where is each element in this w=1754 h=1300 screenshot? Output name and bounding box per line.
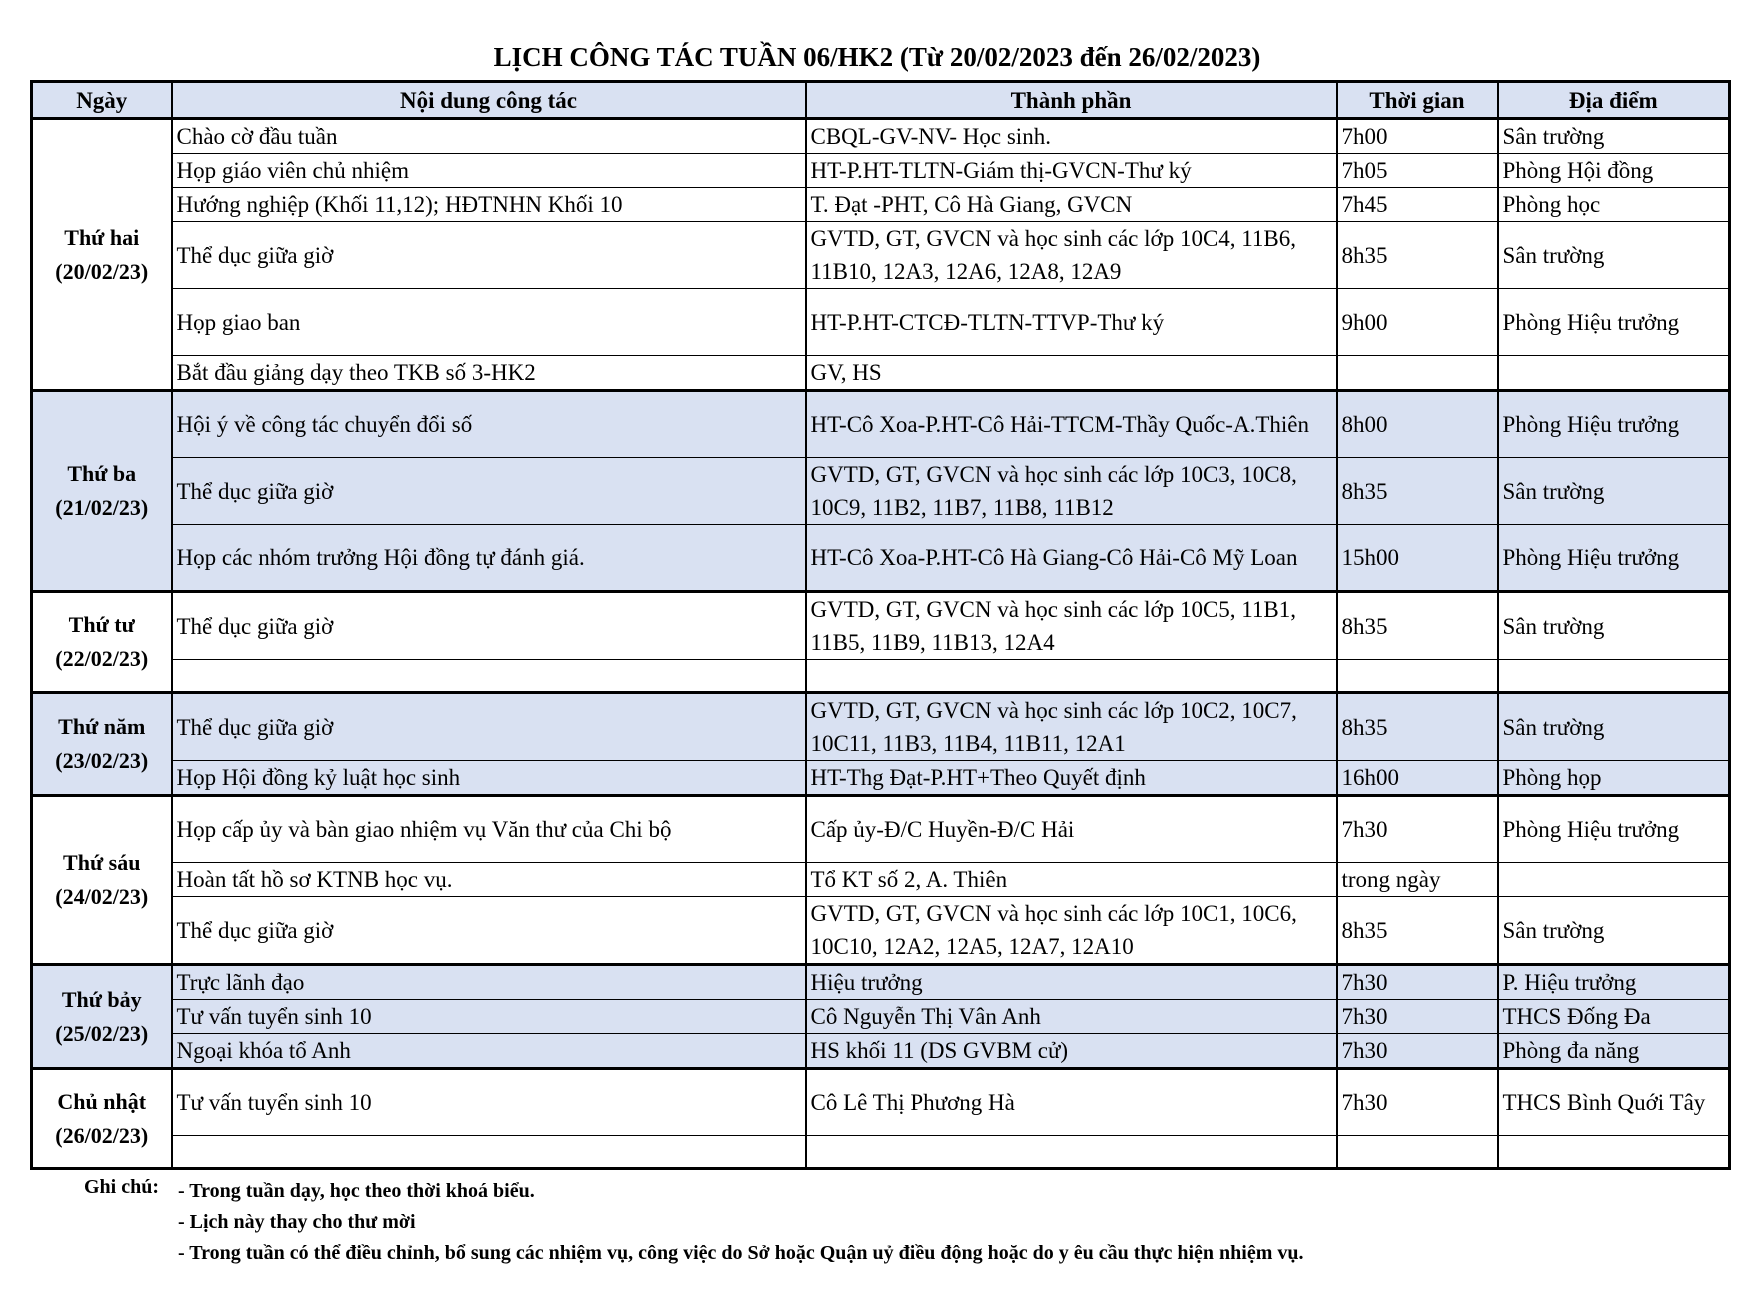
time-cell: 7h30	[1337, 1034, 1498, 1069]
place-cell	[1498, 1136, 1730, 1169]
place-cell: Phòng họp	[1498, 761, 1730, 796]
time-cell: 8h35	[1337, 458, 1498, 525]
day-date: (23/02/23)	[55, 748, 149, 773]
header-content: Nội dung công tác	[172, 82, 806, 119]
content-cell: Ngoại khóa tổ Anh	[172, 1034, 806, 1069]
note-item: - Trong tuần dạy, học theo thời khoá biểu.	[178, 1180, 535, 1202]
place-cell: Sân trường	[1498, 693, 1730, 761]
time-cell: 15h00	[1337, 525, 1498, 592]
day-group	[32, 592, 1730, 693]
members-cell: GVTD, GT, GVCN và học sinh các lớp 10C2, 10C7, 10C11, 11B3, 11B4, 11B11, 12A1	[806, 693, 1337, 761]
table-row	[32, 1000, 1730, 1034]
time-cell: trong ngày	[1337, 863, 1498, 897]
time-cell	[1337, 1136, 1498, 1169]
members-cell	[806, 660, 1337, 693]
day-name: Thứ bảy	[61, 986, 142, 1012]
day-cell	[32, 592, 172, 693]
day-cell	[32, 693, 172, 796]
place-cell	[1498, 660, 1730, 693]
place-cell: Sân trường	[1498, 592, 1730, 660]
time-cell: 7h45	[1337, 188, 1498, 222]
place-cell: THCS Đống Đa	[1498, 1000, 1730, 1034]
place-cell: Phòng đa năng	[1498, 1034, 1730, 1069]
day-date: (21/02/23)	[55, 495, 149, 520]
day-cell	[32, 796, 172, 965]
day-name: Thứ năm	[58, 714, 146, 739]
members-cell: HT-Cô Xoa-P.HT-Cô Hà Giang-Cô Hải-Cô Mỹ Loan	[806, 525, 1337, 592]
notes-label: Ghi chú:	[84, 1176, 160, 1198]
place-cell	[1498, 863, 1730, 897]
day-date: (22/02/23)	[55, 646, 149, 671]
members-cell: GVTD, GT, GVCN và học sinh các lớp 10C3, 10C8, 10C9, 11B2, 11B7, 11B8, 11B12	[806, 458, 1337, 525]
members-cell: HT-Cô Xoa-P.HT-Cô Hải-TTCM-Thầy Quốc-A.Thiên	[806, 391, 1337, 458]
table-row	[32, 222, 1730, 289]
day-date: (25/02/23)	[55, 1020, 149, 1046]
time-cell	[1337, 660, 1498, 693]
place-cell: Phòng Hội đồng	[1498, 154, 1730, 188]
content-cell: Họp Hội đồng kỷ luật học sinh	[172, 761, 806, 796]
day-group	[32, 965, 1730, 1069]
table-row	[32, 863, 1730, 897]
day-name: Thứ hai	[64, 224, 140, 250]
content-cell: Tư vấn tuyển sinh 10	[172, 1069, 806, 1136]
table-row	[32, 356, 1730, 391]
table-row	[32, 1034, 1730, 1069]
place-cell: P. Hiệu trưởng	[1498, 965, 1730, 1000]
note-item: - Trong tuần có thể điều chỉnh, bổ sung các nhiệm vụ, công việc do Sở hoặc Quận uỷ điều động hoặc do y êu cầu thực hiện nhiệm vụ.	[178, 1242, 1304, 1264]
time-cell: 8h35	[1337, 222, 1498, 289]
table-row	[32, 188, 1730, 222]
table-row	[32, 119, 1730, 154]
content-cell	[172, 660, 806, 693]
day-date: (26/02/23)	[55, 1122, 149, 1148]
day-group	[32, 1069, 1730, 1169]
time-cell: 8h35	[1337, 693, 1498, 761]
content-cell: Thể dục giữa giờ	[172, 897, 806, 965]
content-cell: Hoàn tất hồ sơ KTNB học vụ.	[172, 863, 806, 897]
day-group	[32, 391, 1730, 592]
time-cell: 8h35	[1337, 897, 1498, 965]
header-row	[32, 82, 1730, 119]
table-row	[32, 1136, 1730, 1169]
content-cell: Thể dục giữa giờ	[172, 592, 806, 660]
content-cell: Họp giáo viên chủ nhiệm	[172, 154, 806, 188]
time-cell: 7h05	[1337, 154, 1498, 188]
content-cell: Chào cờ đầu tuần	[172, 119, 806, 154]
content-cell: Trực lãnh đạo	[172, 965, 806, 1000]
place-cell: Sân trường	[1498, 222, 1730, 289]
time-cell: 7h30	[1337, 965, 1498, 1000]
schedule-table	[30, 80, 1731, 1170]
content-cell	[172, 1136, 806, 1169]
place-cell: Phòng học	[1498, 188, 1730, 222]
place-cell: Sân trường	[1498, 119, 1730, 154]
content-cell: Thể dục giữa giờ	[172, 693, 806, 761]
day-group	[32, 693, 1730, 796]
members-cell: Cấp ủy-Đ/C Huyền-Đ/C Hải	[806, 796, 1337, 863]
members-cell: Tổ KT số 2, A. Thiên	[806, 863, 1337, 897]
content-cell: Họp các nhóm trưởng Hội đồng tự đánh giá.	[172, 525, 806, 592]
place-cell: Phòng Hiệu trưởng	[1498, 796, 1730, 863]
members-cell: T. Đạt -PHT, Cô Hà Giang, GVCN	[806, 188, 1337, 222]
header-place: Địa điểm	[1498, 82, 1730, 119]
place-cell: Phòng Hiệu trưởng	[1498, 391, 1730, 458]
members-cell: HS khối 11 (DS GVBM cử)	[806, 1034, 1337, 1069]
day-cell	[32, 391, 172, 592]
day-group	[32, 796, 1730, 965]
table-row	[32, 391, 1730, 458]
table-row	[32, 458, 1730, 525]
place-cell	[1498, 356, 1730, 391]
members-cell: GVTD, GT, GVCN và học sinh các lớp 10C5, 11B1, 11B5, 11B9, 11B13, 12A4	[806, 592, 1337, 660]
header-time: Thời gian	[1337, 82, 1498, 119]
time-cell: 16h00	[1337, 761, 1498, 796]
header-day: Ngày	[32, 82, 172, 119]
time-cell: 7h30	[1337, 1000, 1498, 1034]
members-cell: Cô Nguyễn Thị Vân Anh	[806, 1000, 1337, 1034]
day-name: Thứ tư	[68, 612, 135, 637]
place-cell: Phòng Hiệu trưởng	[1498, 525, 1730, 592]
members-cell: GVTD, GT, GVCN và học sinh các lớp 10C1, 10C6, 10C10, 12A2, 12A5, 12A7, 12A10	[806, 897, 1337, 965]
members-cell	[806, 1136, 1337, 1169]
members-cell: Cô Lê Thị Phương Hà	[806, 1069, 1337, 1136]
table-row	[32, 965, 1730, 1000]
members-cell: GVTD, GT, GVCN và học sinh các lớp 10C4, 11B6, 11B10, 12A3, 12A6, 12A8, 12A9	[806, 222, 1337, 289]
day-cell	[32, 1069, 172, 1169]
place-cell: Sân trường	[1498, 897, 1730, 965]
day-name: Thứ sáu	[63, 850, 141, 875]
time-cell: 8h35	[1337, 592, 1498, 660]
content-cell: Họp cấp ủy và bàn giao nhiệm vụ Văn thư của Chi bộ	[172, 796, 806, 863]
time-cell: 7h00	[1337, 119, 1498, 154]
page-title: LỊCH CÔNG TÁC TUẦN 06/HK2 (Từ 20/02/2023 đến 26/02/2023)	[493, 42, 1261, 72]
members-cell: CBQL-GV-NV- Học sinh.	[806, 119, 1337, 154]
table-row	[32, 592, 1730, 660]
table-row	[32, 289, 1730, 356]
content-cell: Họp giao ban	[172, 289, 806, 356]
day-date: (24/02/23)	[55, 884, 149, 909]
table-row	[32, 1069, 1730, 1136]
content-cell: Hội ý về công tác chuyển đổi số	[172, 391, 806, 458]
time-cell: 7h30	[1337, 796, 1498, 863]
members-cell: HT-P.HT-CTCĐ-TLTN-TTVP-Thư ký	[806, 289, 1337, 356]
day-cell	[32, 119, 172, 391]
header-members: Thành phần	[806, 82, 1337, 119]
members-cell: Hiệu trưởng	[806, 965, 1337, 1000]
place-cell: Phòng Hiệu trưởng	[1498, 289, 1730, 356]
place-cell: THCS Bình Quới Tây	[1498, 1069, 1730, 1136]
place-cell: Sân trường	[1498, 458, 1730, 525]
content-cell: Hướng nghiệp (Khối 11,12); HĐTNHN Khối 10	[172, 188, 806, 222]
members-cell: HT-Thg Đạt-P.HT+Theo Quyết định	[806, 761, 1337, 796]
day-name: Thứ ba	[67, 461, 137, 486]
table-row	[32, 154, 1730, 188]
table-row	[32, 796, 1730, 863]
content-cell: Thể dục giữa giờ	[172, 222, 806, 289]
time-cell: 9h00	[1337, 289, 1498, 356]
members-cell: HT-P.HT-TLTN-Giám thị-GVCN-Thư ký	[806, 154, 1337, 188]
content-cell: Bắt đầu giảng dạy theo TKB số 3-HK2	[172, 356, 806, 391]
table-row	[32, 897, 1730, 965]
time-cell: 7h30	[1337, 1069, 1498, 1136]
day-name: Chủ nhật	[57, 1088, 147, 1114]
day-cell	[32, 965, 172, 1069]
time-cell: 8h00	[1337, 391, 1498, 458]
members-cell: GV, HS	[806, 356, 1337, 391]
table-row	[32, 693, 1730, 761]
note-item: - Lịch này thay cho thư mời	[178, 1211, 416, 1233]
day-date: (20/02/23)	[55, 258, 149, 284]
table-row	[32, 761, 1730, 796]
table-row	[32, 525, 1730, 592]
day-group	[32, 119, 1730, 391]
table-row	[32, 660, 1730, 693]
content-cell: Thể dục giữa giờ	[172, 458, 806, 525]
time-cell	[1337, 356, 1498, 391]
content-cell: Tư vấn tuyển sinh 10	[172, 1000, 806, 1034]
